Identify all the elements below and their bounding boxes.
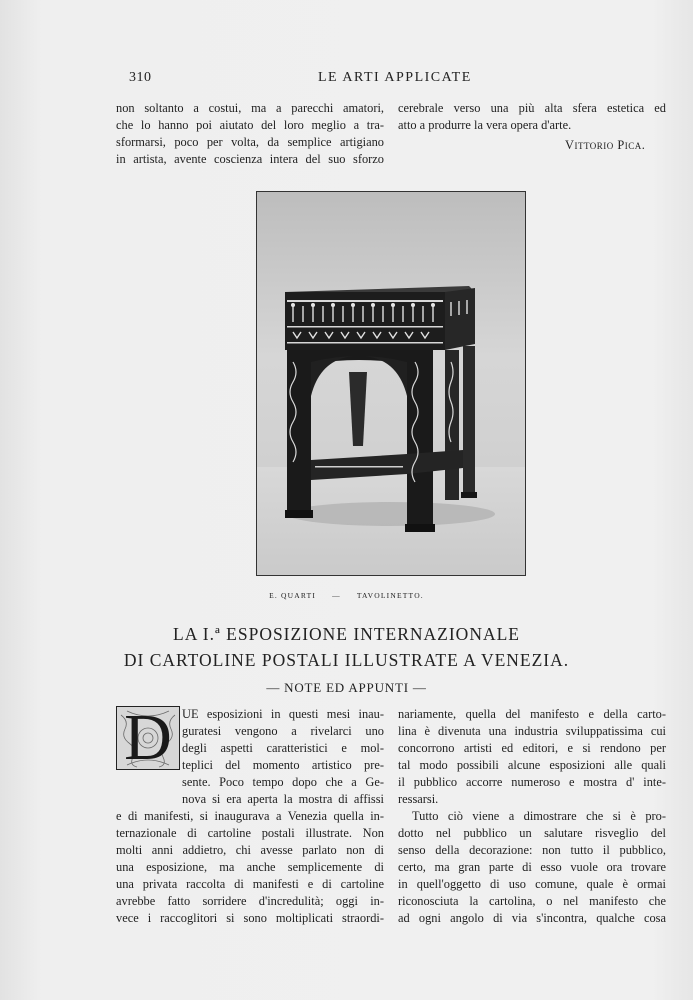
article-title-line-2: DI CARTOLINE POSTALI ILLUSTRATE A VENEZIA. [123,650,570,670]
side-table-image [257,192,525,575]
furniture-photograph [256,191,526,576]
caption-title: TAVOLINETTO. [356,591,424,600]
text-line: senso della decorazione: non tutto il pubblico, [398,843,666,857]
text-line: in artista, avente coscienza intera del suo sforzo [116,152,384,166]
text-line: una esposizione, ma anche semplicemente di [116,860,384,874]
caption-author: E. QUARTI [269,591,317,600]
text-line: ternazionale di cartoline postali illustrate. Non [116,826,384,840]
running-title: LE ARTI APPLICATE [318,70,472,85]
figure-caption [0,591,693,600]
text-line: ad ogni angolo di via s'incontra, qualche cosa [398,911,666,925]
article-right-column [398,706,666,927]
text-line: cerebrale verso una più alta sfera estetica ed [398,101,666,115]
text-line: degli aspetti caratteristici e mol- [182,741,384,755]
dropcap-wrapped-text [116,706,384,808]
text-line: guratesi vengono a rivelarci uno [182,724,384,738]
caption-dash: — [332,591,341,600]
article-left-column [116,706,384,927]
text-line: sente. Poco tempo dopo che a Ge- [182,775,384,789]
text-line: nova si era aperta la mostra di affissi [182,792,384,806]
text-line: molti anni addietro, chi avesse parlato non di [116,843,384,857]
dropcap-letter: D [124,706,172,770]
text-line: lina è divenuta una industria sviluppatissima cui [398,724,666,738]
text-line: teplici del momento artistico pre- [182,758,384,772]
top-text-left-column [116,100,384,168]
article-title-line-1: LA I.ª ESPOSIZIONE INTERNAZIONALE [173,624,520,644]
text-line: certo, ma gran parte di esso vuole ora trovare [398,860,666,874]
text-line: concorrono artisti ed editori, e si rendono per [398,741,666,755]
text-line: nariamente, quella del manifesto e della carto- [398,707,666,721]
text-line: atto a produrre la vera opera d'arte. [398,118,572,132]
text-line: dotto nel pubblico un salutare risveglio del [398,826,666,840]
text-line: in quell'oggetto di uso comune, quale è ormai [398,877,666,891]
text-line: Tutto ciò viene a dimostrare che si è pro- [412,809,666,823]
text-line: non soltanto a costui, ma a parecchi amatori, [116,101,384,115]
text-line: e di manifesti, si inaugurava a Venezia quella in- [116,809,384,823]
text-line: che lo hanno poi aiutato del loro meglio a tra- [116,118,384,132]
text-line: sformarsi, poco per volta, da semplice artigiano [116,135,384,149]
text-line: vece i raccoglitori si sono moltiplicati straordi- [116,911,384,925]
top-text-right-column [398,100,666,134]
running-head [0,70,693,90]
text-line: tal modo possibili alcune esposizioni alle quali [398,758,666,772]
article-subtitle: — NOTE ED APPUNTI — [266,680,427,695]
text-line: ressarsi. [398,792,439,806]
text-line: riconosciuta la cartolina, o nel manifesto che [398,894,666,908]
author-signature: Vittorio Pica. [565,138,646,152]
text-line: una privata raccolta di manifesti e di cartoline [116,877,384,891]
text-line: UE esposizioni in questi mesi inau- [182,707,384,721]
page-number: 310 [129,70,152,85]
text-line: il pubblico accorre numeroso e mostra d' inte- [398,775,666,789]
text-line: avrebbe fatto sorridere d'incredulità; oggi in- [116,894,384,908]
